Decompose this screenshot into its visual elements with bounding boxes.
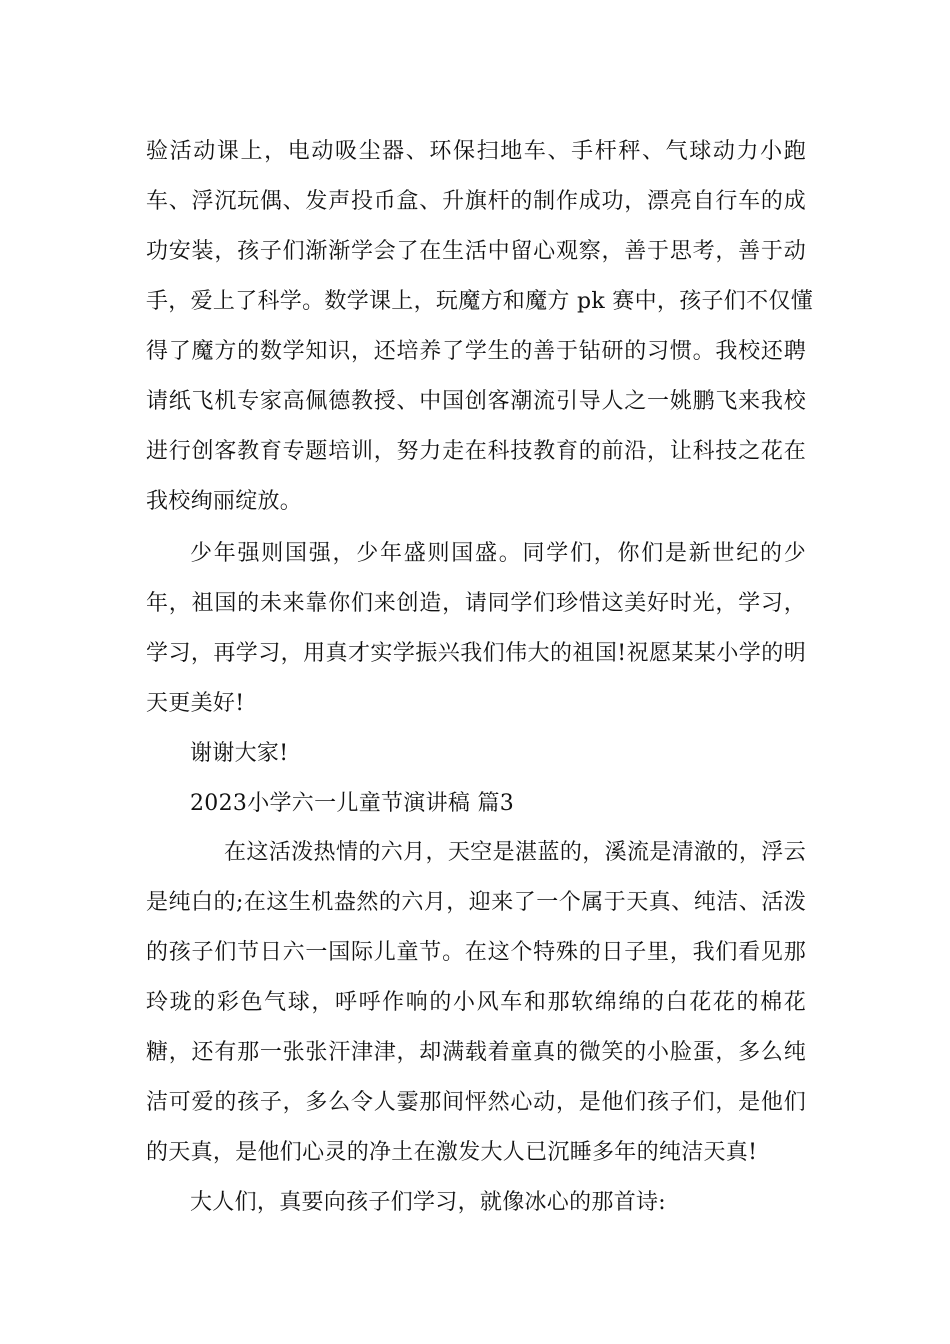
section-heading: 2023小学六一儿童节演讲稿 篇3 [190,791,515,816]
paragraph-line: 学习，再学习，用真才实学振兴我们伟大的祖国!祝愿某某小学的明 [146,641,806,666]
paragraph-line: 天更美好! [146,691,245,716]
paragraph-line: 功安装，孩子们渐渐学会了在生活中留心观察，善于思考，善于动 [146,239,806,264]
paragraph-line: 车、浮沉玩偶、发声投币盒、升旗杆的制作成功，漂亮自行车的成 [146,189,806,214]
paragraph-line: 的孩子们节日六一国际儿童节。在这个特殊的日子里，我们看见那 [146,940,806,965]
paragraph-line: 洁可爱的孩子，多么令人霎那间怦然心动，是他们孩子们，是他们 [146,1090,806,1115]
paragraph-line: 是纯白的;在这生机盎然的六月，迎来了一个属于天真、纯洁、活泼 [146,890,806,915]
paragraph-line: 请纸飞机专家高佩德教授、中国创客潮流引导人之一姚鹏飞来我校 [146,389,806,414]
paragraph-line: 在这活泼热情的六月，天空是湛蓝的，溪流是清澈的，浮云 [224,840,806,865]
paragraph-line: 手，爱上了科学。数学课上，玩魔方和魔方 pk 赛中，孩子们不仅懂 [146,289,814,314]
paragraph-line: 玲珑的彩色气球，呼呼作响的小风车和那软绵绵的白花花的棉花 [146,990,806,1015]
paragraph-line: 少年强则国强，少年盛则国盛。同学们，你们是新世纪的少 [190,541,806,566]
paragraph-line: 大人们，真要向孩子们学习，就像冰心的那首诗: [190,1190,667,1215]
paragraph-line: 年，祖国的未来靠你们来创造，请同学们珍惜这美好时光，学习， [146,591,806,616]
paragraph-line: 的天真，是他们心灵的净土在激发大人已沉睡多年的纯洁天真! [146,1140,758,1165]
closing-line: 谢谢大家! [190,741,289,766]
paragraph-line: 得了魔方的数学知识，还培养了学生的善于钻研的习惯。我校还聘 [146,339,806,364]
paragraph-line: 进行创客教育专题培训，努力走在科技教育的前沿，让科技之花在 [146,439,806,464]
paragraph-line: 我校绚丽绽放。 [146,489,303,514]
paragraph-line: 验活动课上，电动吸尘器、环保扫地车、手杆秤、气球动力小跑 [146,139,806,164]
paragraph-line: 糖，还有那一张张汗津津，却满载着童真的微笑的小脸蛋，多么纯 [146,1040,806,1065]
